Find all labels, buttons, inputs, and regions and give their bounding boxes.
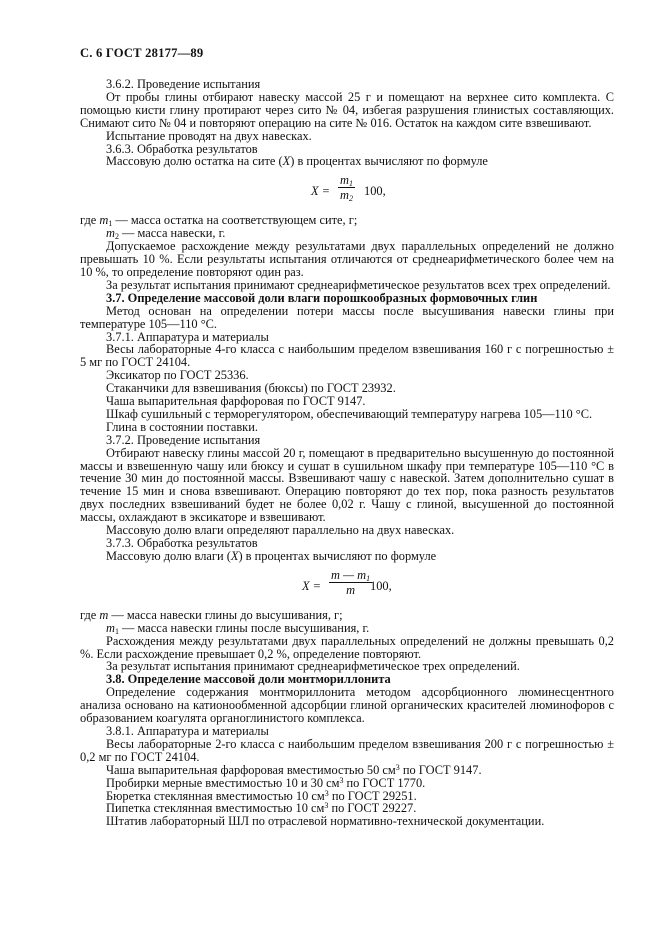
formula-lhs: X = bbox=[302, 578, 322, 593]
section-3-6-3-result: За результат испытания принимают среднеарифметическое результатов всех трех определений. bbox=[106, 277, 611, 292]
formula-multiplier: 100, bbox=[364, 184, 386, 199]
formula-fraction: $\frac{m — m_1}{m}$ bbox=[331, 567, 371, 597]
equipment-item: Глина в состоянии поставки. bbox=[106, 419, 258, 434]
section-3-7-3-intro: Массовую долю влаги (X) в процентах вычисляют по формуле bbox=[106, 548, 437, 563]
equipment-item: Штатив лабораторный ШЛ по отраслевой нормативно-технической документации. bbox=[106, 814, 545, 829]
formula-moisture bbox=[80, 569, 614, 605]
equipment-item: Бюретка стеклянная вместимостью 10 $см^3$ по ГОСТ 29251. bbox=[106, 788, 417, 803]
equipment-item: Чаша выпарительная фарфоровая вместимостью 50 $см^3$ по ГОСТ 9147. bbox=[106, 762, 482, 777]
equipment-item: Шкаф сушильный с терморегулятором, обеспечивающий температуру нагрева 105—110 °С. bbox=[106, 406, 593, 421]
section-3-7-3-result: За результат испытания принимают среднеарифметическое трех определений. bbox=[106, 659, 520, 674]
section-3-7-1-scales: Весы лабораторные 4-го класса с наибольшим пределом взвешивания 160 г с погрешностью ± 5 мг по ГОСТ 24104. bbox=[80, 342, 614, 370]
section-3-6-2-text: От пробы глины отбирают навеску массой 25 г и помещают на верхнее сито комплекта. С помощью кисти глину протирают через сито № 04, избегая разрушения глинистых составляющих. Снимают сито № 04 и повторяют операцию на сите № 016. Остаток на каждом сите взвешивают. bbox=[80, 89, 614, 130]
section-3-7-method: Метод основан на определении потери массы после высушивания навески глины при температуре 105—110 °С. bbox=[80, 303, 614, 331]
section-3-6-3-tolerance: Допускаемое расхождение между результатами двух параллельных определений не должно превышать 10 %. Если результаты испытания отличаются от среднеарифметического более чем на 10 %, то определение повторяют один раз. bbox=[80, 239, 614, 279]
section-3-7-2-parallel: Массовую долю влаги определяют параллельно на двух навесках. bbox=[106, 523, 455, 538]
formula-fraction: $\frac{m_1}{m_2}$ bbox=[340, 173, 353, 204]
section-3-6-3-title: 3.6.3. Обработка результатов bbox=[106, 141, 258, 156]
section-3-8-1-scales: Весы лабораторные 2-го класса с наибольшим пределом взвешивания 200 г с погрешностью ± 0,2 мг по ГОСТ 24104. bbox=[80, 736, 614, 764]
section-3-6-2-text2: Испытание проводят на двух навесках. bbox=[106, 128, 312, 143]
section-3-7-1-title: 3.7.1. Аппаратура и материалы bbox=[106, 329, 269, 344]
formula-multiplier: 100, bbox=[370, 578, 392, 593]
section-3-6-3-intro: Массовую долю остатка на сите (X) в процентах вычисляют по формуле bbox=[106, 154, 488, 169]
section-3-6-2-title: 3.6.2. Проведение испытания bbox=[106, 77, 261, 91]
equipment-item: Пипетка стеклянная вместимостью 10 $см^3$ по ГОСТ 29227. bbox=[106, 801, 417, 816]
where-m2: $m_2$ — масса навески, г. bbox=[106, 226, 226, 242]
formula-residue bbox=[80, 174, 614, 210]
page-header: С. 6 ГОСТ 28177—89 bbox=[80, 46, 204, 60]
section-3-8-method: Определение содержания монтмориллонита методом адсорбционного люминесцентного анализа основано на катионообменной адсорбции глиной органических красителей люминофоров с образованием коагулята органоглинистого комплекса. bbox=[80, 685, 614, 726]
section-3-8-title: 3.8. Определение массовой доли монтмориллонита bbox=[106, 672, 391, 687]
section-3-8-1-title: 3.8.1. Аппаратура и материалы bbox=[106, 723, 269, 738]
document-body bbox=[80, 78, 614, 828]
section-3-7-2-procedure: Отбирают навеску глины массой 20 г, помещают в предварительно высушенную до постоянной массы и взвешенную чашу или бюксу и сушат в сушильном шкафу при температуре 105—110 °С в течение 30 мин до постоянной массы. Взвешивают чашу с навеской. Затем дополнительно сушат в течение 15 мин и снова взвешивают. Операцию повторяют до тех пор, пока разность результатов двух последних взвешиваний будет не более 0,02 г. Чашу с глиной, высушенной до постоянной массы, охлаждают в эксикаторе и взвешивают. bbox=[80, 445, 614, 525]
equipment-item: Пробирки мерные вместимостью 10 и 30 $см^3$ по ГОСТ 1770. bbox=[106, 775, 426, 790]
where-m: где m — масса навески глины до высушивания, г; bbox=[80, 607, 343, 622]
section-3-7-title: 3.7. Определение массовой доли влаги порошкообразных формовочных глин bbox=[106, 290, 538, 305]
formula-lhs: X = bbox=[311, 184, 331, 199]
section-3-7-3-tolerance: Расхождения между результатами двух параллельных определений не должны превышать 0,2 %. Если расхождение превышает 0,2 %, определение повторяют. bbox=[80, 633, 614, 661]
where-m1: $m_1$ — масса навески глины после высушивания, г. bbox=[106, 620, 370, 636]
section-3-7-2-title: 3.7.2. Проведение испытания bbox=[106, 432, 261, 447]
equipment-item: Чаша выпарительная фарфоровая по ГОСТ 9147. bbox=[106, 394, 366, 409]
where-m1: где $m_1$ — масса остатка на соответствующем сите, г; bbox=[80, 213, 358, 229]
equipment-item: Стаканчики для взвешивания (бюксы) по ГОСТ 23932. bbox=[106, 381, 396, 396]
equipment-item: Эксикатор по ГОСТ 25336. bbox=[106, 368, 249, 383]
section-3-7-3-title: 3.7.3. Обработка результатов bbox=[106, 536, 258, 550]
